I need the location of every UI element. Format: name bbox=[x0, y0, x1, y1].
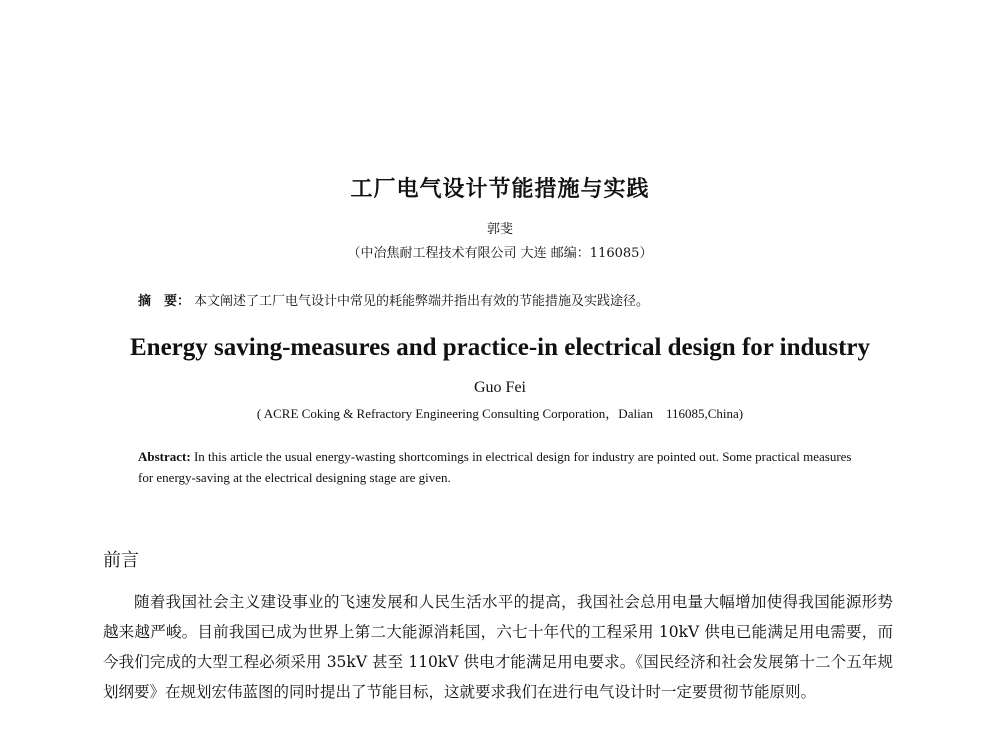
english-author: Guo Fei bbox=[474, 379, 526, 396]
english-affiliation: ( ACRE Coking & Refractory Engineering Consulting Corporation，Dalian 116085,China) bbox=[256, 406, 744, 421]
chinese-affiliation: （中冶焦耐工程技术有限公司 大连 邮编：116085） bbox=[347, 246, 653, 261]
chinese-abstract-label: 摘 要： bbox=[138, 294, 191, 309]
intro-paragraph: 随着我国社会主义建设事业的飞速发展和人民生活水平的提高，我国社会总用电量大幅增加使得我国能源形势越来越严峻。目前我国已成为世界上第二大能源消耗国，六七十年代的工程采用 10kV 供电已能满足用电需要，而今我们完成的大型工程必须采用 35kV 甚至 110kV 供电才能满足用电要求。《国民经济和社会发展第十二个五年规划纲要》在规划宏伟蓝图的同时提出了节能目标，这就要求我们在进行电气设计时一定要贯彻节能原则。 bbox=[103, 593, 893, 701]
english-abstract-text: In this article the usual energy-wasting shortcomings in electrical design for industry are pointed out. Some practical measures for energy-saving at the electrical designing stage are given. bbox=[138, 449, 852, 485]
english-abstract bbox=[138, 446, 868, 488]
english-abstract-label: Abstract: bbox=[138, 449, 191, 464]
english-title: Energy saving-measures and practice-in electrical design for industry bbox=[130, 334, 870, 361]
chinese-abstract bbox=[138, 290, 649, 309]
chinese-abstract-text: 本文阐述了工厂电气设计中常见的耗能弊端并指出有效的节能措施及实践途径。 bbox=[194, 294, 650, 309]
section-heading: 前言 bbox=[103, 550, 139, 571]
chinese-author: 郭斐 bbox=[486, 222, 513, 237]
chinese-title: 工厂电气设计节能措施与实践 bbox=[350, 177, 650, 202]
